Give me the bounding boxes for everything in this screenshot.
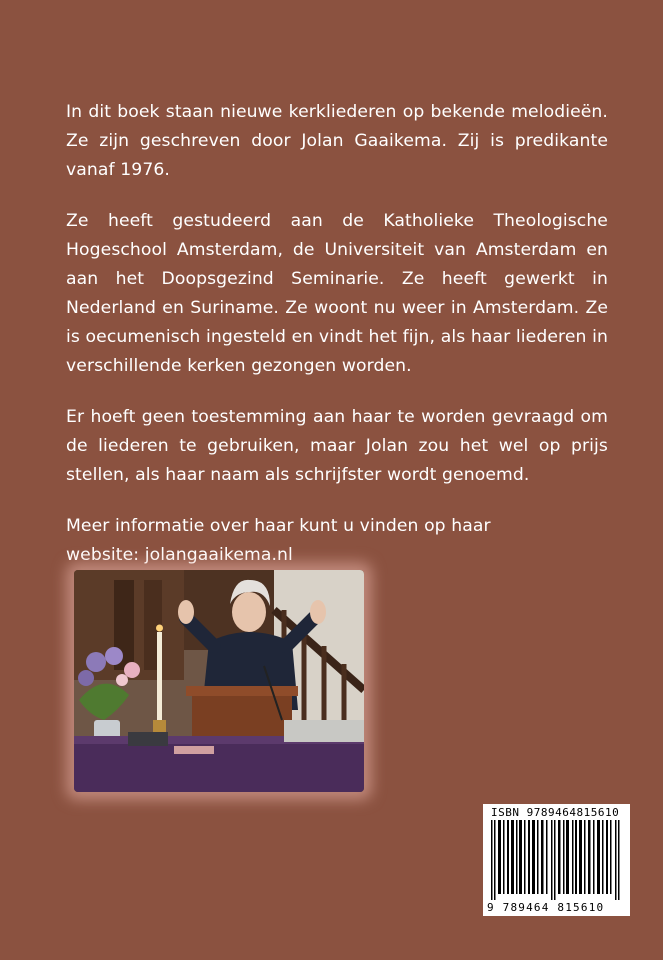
intro-paragraph: In dit boek staan nieuwe kerkliederen op bekende melodieën. Ze zijn geschreven door Jolan Gaaikema. Zij is predikante vanaf 1976. [66, 102, 608, 180]
website-line: website: jolangaaikema.nl [66, 545, 293, 565]
isbn-digits: 9 789464 815610 [487, 901, 605, 914]
barcode-bars [489, 820, 624, 900]
isbn-barcode [483, 804, 630, 916]
back-cover-text [66, 98, 608, 592]
author-photo-image [74, 570, 364, 792]
more-info-paragraph [66, 512, 608, 570]
biography-paragraph: Ze heeft gestudeerd aan de Katholieke Theologische Hogeschool Amsterdam, de Universiteit van Amsterdam en aan het Doopsgezind Seminarie. Ze heeft gewerkt in Nederland en Suriname. Ze woont nu weer in Amsterdam. Ze is oecumenisch ingesteld en vindt het fijn, als haar liederen in verschillende kerken gezongen worden. [66, 211, 608, 376]
author-photo [74, 570, 364, 792]
more-info-line: Meer informatie over haar kunt u vinden op haar [66, 516, 491, 536]
permission-paragraph: Er hoeft geen toestemming aan haar te worden gevraagd om de liederen te gebruiken, maar Jolan zou het wel op prijs stellen, als haar naam als schrijfster wordt genoemd. [66, 407, 608, 485]
isbn-label: ISBN 9789464815610 [491, 806, 620, 819]
